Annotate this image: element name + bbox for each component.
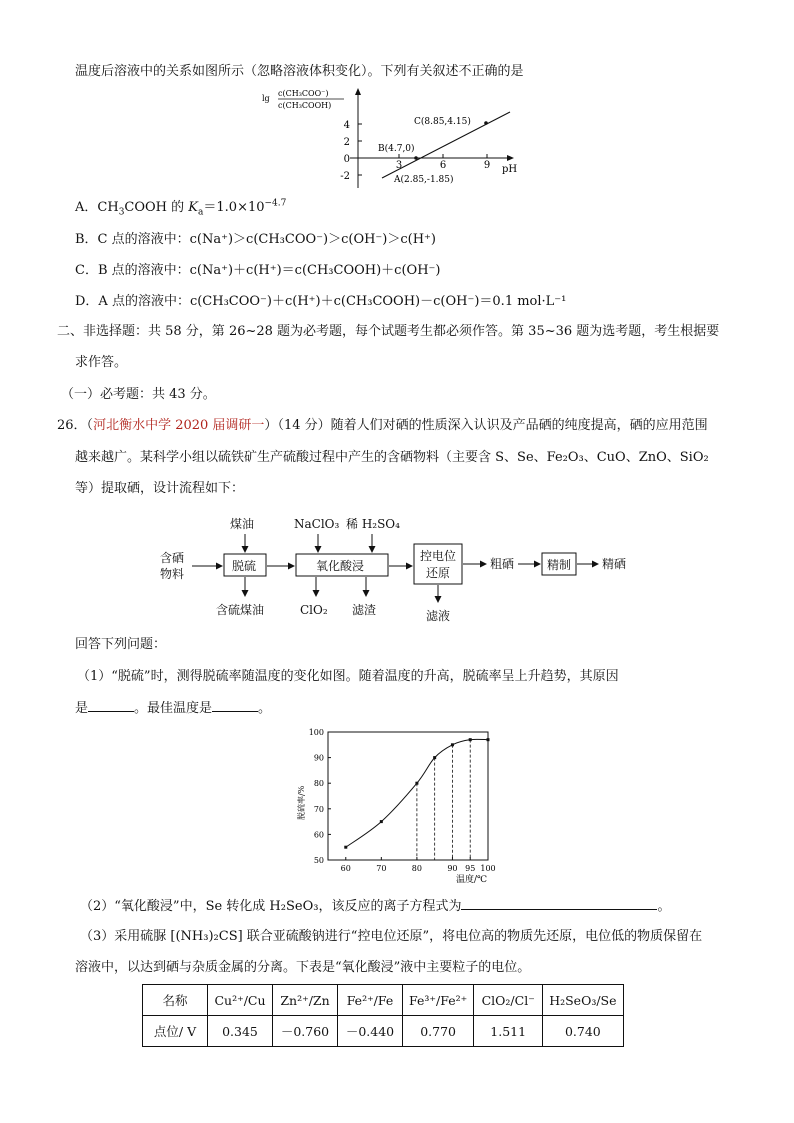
table-header: ClO₂/Cl⁻ — [474, 985, 543, 1016]
graph1-xtick: 9 — [483, 160, 491, 171]
chart-xtick-label: 100 — [480, 864, 496, 873]
chart-xtick-label: 95 — [465, 864, 476, 873]
answer-intro: 回答下列问题： — [75, 637, 167, 652]
graph1-xtick: 3 — [395, 160, 403, 171]
graph1-ytick: 0 — [343, 154, 350, 165]
question-intro: 温度后溶液中的关系如图所示（忽略溶液体积变化）。下列有关叙述不正确的是 — [75, 64, 524, 79]
chart-data-point — [487, 738, 490, 741]
chart-xtick-label: 80 — [411, 864, 422, 873]
flow-output-residue: 滤渣 — [352, 603, 377, 617]
table-cell: 0.345 — [208, 1016, 273, 1047]
table-cell: 1.511 — [474, 1016, 543, 1047]
chart-data-point — [380, 820, 383, 823]
q26-line3: 等）提取硒，设计流程如下： — [75, 481, 245, 496]
chart-ytick-label: 100 — [308, 728, 324, 737]
graph1-label-b: B(4.7,0) — [378, 144, 415, 154]
q3-line2: 溶液中，以达到硒与杂质金属的分离。下表是“氧化酸浸”液中主要粒子的电位。 — [75, 960, 531, 975]
q2-line: （2）“氧化酸浸”中，Se 转化成 H₂SeO₃，该反应的离子方程式为 。 — [80, 899, 671, 914]
chart-ytick-label: 70 — [313, 804, 324, 814]
desulfurization-chart — [296, 722, 500, 888]
process-flowchart — [150, 510, 650, 622]
chart-ytick-label: 60 — [313, 830, 324, 840]
flow-output-clo2: ClO₂ — [300, 603, 328, 617]
option-c: C．B 点的溶液中：c(Na⁺)＋c(H⁺)＝c(CH₃COOH)＋c(OH⁻) — [75, 263, 441, 278]
option-d: D．A 点的溶液中：c(CH₃COO⁻)＋c(H⁺)＋c(CH₃COOH)－c(OH⁻)＝0.1 mol·L⁻¹ — [75, 294, 567, 309]
table-cell: 0.740 — [543, 1016, 623, 1047]
graph1-ylabel-lg: lg — [262, 94, 270, 103]
table-header-row — [143, 985, 624, 1016]
table-header: H₂SeO₃/Se — [543, 985, 623, 1016]
flow-input-naclo3: NaClO₃ — [294, 517, 340, 531]
q26-line1: 26．（河北衡水中学 2020 届调研一）（14 分）随着人们对硒的性质深入认识及产品硒的纯度提高，硒的应用范围 — [57, 418, 708, 433]
table-header: 名称 — [143, 985, 208, 1016]
table-cell: －0.760 — [273, 1016, 338, 1047]
table-cell: 0.770 — [403, 1016, 474, 1047]
option-b: B．C 点的溶液中：c(Na⁺)＞c(CH₃COO⁻)＞c(OH⁻)＞c(H⁺) — [75, 232, 436, 247]
flow-refined-selenium: 精硒 — [602, 557, 627, 571]
chart-data-point — [469, 738, 472, 741]
table-header: Zn²⁺/Zn — [273, 985, 338, 1016]
graph1-ylabel-den: c(CH₃COOH) — [278, 101, 332, 110]
flow-output-sulfur-kerosene: 含硫煤油 — [216, 603, 265, 617]
flow-raw-material: 含硒 — [160, 551, 185, 565]
chart-frame — [328, 732, 488, 860]
graph1-ylabel-num: c(CH₃COO⁻) — [278, 89, 329, 98]
table-header: Fe³⁺/Fe²⁺ — [403, 985, 474, 1016]
flow-input-kerosene: 煤油 — [230, 517, 255, 531]
q26-source: 河北衡水中学 2020 届调研一 — [93, 418, 265, 433]
section2-heading: 二、非选择题：共 58 分，第 26~28 题为必考题，每个试题考生都必须作答。第 35~36 题为选考题，考生根据要 — [57, 324, 720, 339]
q1-line2: 是 。最佳温度是 。 — [75, 701, 272, 716]
chart-xlabel: 温度/℃ — [456, 875, 488, 885]
svg-text:脱硫: 脱硫 — [232, 559, 257, 573]
q1-blank-reason[interactable] — [88, 699, 134, 712]
svg-text:氧化酸浸: 氧化酸浸 — [316, 559, 365, 573]
graph1-xlabel: pH — [502, 164, 518, 175]
chart-xtick-label: 70 — [376, 864, 387, 873]
svg-text:物料: 物料 — [160, 567, 185, 581]
chart-xtick-label: 60 — [340, 864, 351, 873]
flow-input-h2so4: 稀 H₂SO₄ — [346, 517, 400, 531]
chart-ytick-label: 90 — [313, 753, 324, 763]
chart-data-point — [344, 846, 347, 849]
graph1-ytick: 2 — [343, 137, 350, 148]
chart-data-point — [415, 782, 418, 785]
q1-blank-temperature[interactable] — [212, 699, 258, 712]
graph1-label-a: A(2.85,-1.85) — [394, 175, 454, 185]
chart-data-point — [433, 756, 436, 759]
chart-ylabel: 脱硫率/% — [297, 785, 306, 820]
graph1-ytick: -2 — [340, 171, 350, 182]
chart-xtick-label: 90 — [447, 864, 458, 873]
graph1-ylabel — [262, 89, 344, 110]
table-row-label: 点位/ V — [143, 1016, 208, 1047]
q1-line1: （1）“脱硫”时，测得脱硫率随温度的变化如图。随着温度的升高，脱硫率呈上升趋势，其原因 — [77, 669, 619, 684]
q2-blank-equation[interactable] — [461, 897, 657, 910]
section2-heading-cont: 求作答。 — [75, 355, 128, 370]
lg-ratio-graph — [258, 84, 528, 194]
svg-text:还原: 还原 — [426, 566, 451, 580]
table-cell: －0.440 — [338, 1016, 403, 1047]
chart-ytick-label: 80 — [313, 779, 324, 789]
graph1-xtick: 6 — [439, 160, 447, 171]
table-row — [143, 1016, 624, 1047]
table-header: Fe²⁺/Fe — [338, 985, 403, 1016]
graph1-ytick: 4 — [343, 120, 350, 131]
potential-table — [142, 984, 624, 1047]
flow-output-filtrate: 滤液 — [426, 609, 451, 622]
svg-text:精制: 精制 — [547, 558, 572, 572]
section2-subheading: （一）必考题：共 43 分。 — [61, 387, 216, 402]
q3-line1: （3）采用硫脲 [(NH₃)₂CS] 联合亚硫酸钠进行“控电位还原”，将电位高的物质先还原，电位低的物质保留在 — [80, 929, 703, 944]
chart-data-point — [451, 743, 454, 746]
graph1-label-c: C(8.85,4.15) — [414, 117, 471, 127]
chart-ytick-label: 50 — [313, 856, 324, 865]
flow-crude-selenium: 粗硒 — [490, 557, 515, 571]
table-header: Cu²⁺/Cu — [208, 985, 273, 1016]
svg-text:控电位: 控电位 — [420, 549, 457, 563]
option-a: A．$CH_3COOH$ 的 $K_a=1.0\times 10^{-4.7}$ — [75, 198, 287, 218]
graph1-point-c — [484, 121, 488, 125]
q26-line2: 越来越广。某科学小组以硫铁矿生产硫酸过程中产生的含硒物料（主要含 S、Se、Fe₂O₃、CuO、ZnO、SiO₂ — [75, 450, 709, 465]
graph1-point-b — [414, 156, 418, 160]
